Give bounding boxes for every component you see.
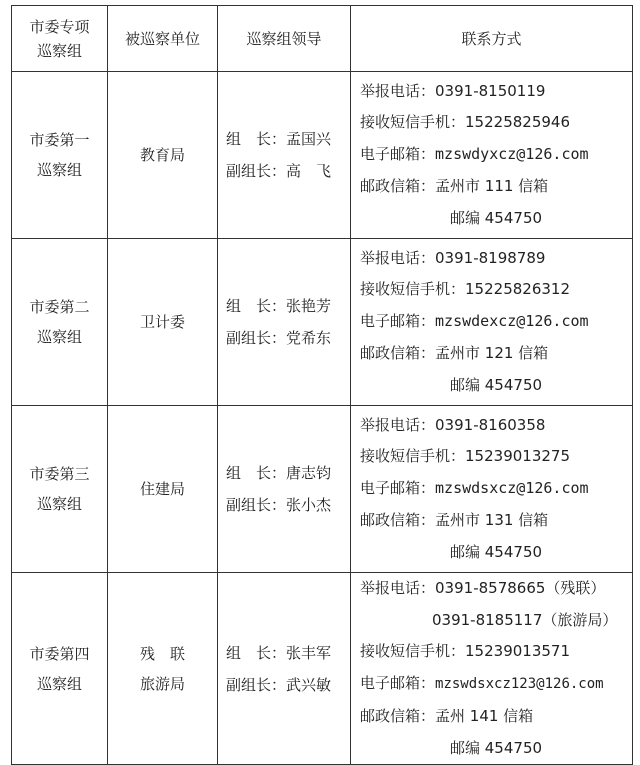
leader-line xyxy=(226,123,350,155)
contact-cell xyxy=(351,239,633,406)
email-address: mzswdsxcz123@126.com xyxy=(435,676,604,693)
zip-line: 邮编 454750 xyxy=(450,738,543,757)
unit-cell xyxy=(108,406,218,573)
phone-line xyxy=(360,573,632,605)
header-contact: 联系方式 xyxy=(351,6,633,72)
contact-cell xyxy=(351,573,633,765)
sms-number: 15239013571 xyxy=(465,642,570,661)
deputy-name: 张小杰 xyxy=(286,496,332,514)
zip-line: 邮编 454750 xyxy=(450,375,543,394)
unit-cell xyxy=(108,72,218,239)
phone-line xyxy=(360,243,632,275)
sms-line xyxy=(360,441,632,473)
leader-label: 组 长： xyxy=(226,297,287,315)
sms-label: 接收短信手机： xyxy=(360,113,466,132)
email-line xyxy=(360,139,632,171)
group-line-1: 市委第四 xyxy=(29,644,90,663)
mail-box: 孟州市 111 信箱 xyxy=(435,176,549,195)
header-group-line-2: 巡察组 xyxy=(36,41,82,60)
unit-cell xyxy=(108,239,218,406)
email-address: mzswdexcz@126.com xyxy=(435,312,589,331)
email-label: 电子邮箱： xyxy=(360,674,436,693)
mail-line xyxy=(360,338,632,370)
mail-label: 邮政信箱： xyxy=(360,706,436,725)
leaders-cell xyxy=(218,406,351,573)
unit-line-1: 卫计委 xyxy=(139,313,185,331)
leader-line xyxy=(226,637,350,669)
group-cell xyxy=(12,72,108,239)
leader-line xyxy=(226,457,350,489)
phone-label: 举报电话： xyxy=(360,415,436,434)
mail-line xyxy=(360,171,632,203)
sms-line xyxy=(360,274,632,306)
deputy-name: 武兴敏 xyxy=(286,675,332,694)
sms-number: 15225825946 xyxy=(465,113,570,132)
leader-label: 组 长： xyxy=(226,130,287,148)
mail-label: 邮政信箱： xyxy=(360,510,436,529)
email-line xyxy=(360,668,632,701)
phone-line xyxy=(360,76,632,108)
email-address: mzswdsxcz@126.com xyxy=(435,479,589,498)
unit-cell xyxy=(108,573,218,765)
sms-number: 15225826312 xyxy=(465,280,570,299)
mail-line xyxy=(360,701,632,733)
deputy-label: 副组长： xyxy=(226,162,287,180)
leader-name: 孟国兴 xyxy=(286,130,332,148)
sms-line xyxy=(360,107,632,139)
unit-line-1: 残 联 xyxy=(139,644,185,663)
leader-name: 张丰军 xyxy=(286,643,332,662)
header-group-line-1: 市委专项 xyxy=(29,17,90,36)
deputy-label: 副组长： xyxy=(226,329,287,347)
table-row xyxy=(12,239,633,406)
unit-line-2: 旅游局 xyxy=(139,674,185,693)
mail-box: 孟州市 131 信箱 xyxy=(435,510,549,529)
sms-label: 接收短信手机： xyxy=(360,280,466,299)
leaders-cell xyxy=(218,239,351,406)
group-cell xyxy=(12,239,108,406)
table-header-row xyxy=(12,6,633,72)
mail-label: 邮政信箱： xyxy=(360,343,436,362)
mail-box: 孟州市 121 信箱 xyxy=(435,343,549,362)
sms-label: 接收短信手机： xyxy=(360,447,466,466)
header-group xyxy=(12,6,108,72)
deputy-line xyxy=(226,322,350,354)
leader-line xyxy=(226,290,350,322)
deputy-label: 副组长： xyxy=(226,496,287,514)
patrol-contact-table xyxy=(11,5,633,765)
deputy-name: 党希东 xyxy=(286,329,332,347)
deputy-label: 副组长： xyxy=(226,675,287,694)
email-line xyxy=(360,473,632,505)
phone-label: 举报电话： xyxy=(360,248,436,267)
group-cell xyxy=(12,406,108,573)
mail-line xyxy=(360,505,632,537)
group-line-2: 巡察组 xyxy=(36,674,82,693)
email-line xyxy=(360,306,632,338)
unit-line-1: 住建局 xyxy=(139,480,185,498)
header-unit: 被巡察单位 xyxy=(108,6,218,72)
table-row xyxy=(12,72,633,239)
phone-line-2: 0391-8185117（旅游局） xyxy=(432,610,618,629)
leader-name: 张艳芳 xyxy=(286,297,332,315)
group-line-1: 市委第一 xyxy=(29,131,90,149)
sms-line xyxy=(360,636,632,668)
table-row xyxy=(12,406,633,573)
deputy-name: 高 飞 xyxy=(286,162,332,180)
leader-label: 组 长： xyxy=(226,464,287,482)
group-cell xyxy=(12,573,108,765)
table-row xyxy=(12,573,633,765)
deputy-line xyxy=(226,489,350,521)
deputy-line xyxy=(226,669,350,701)
header-leaders: 巡察组领导 xyxy=(218,6,351,72)
unit-line-1: 教育局 xyxy=(139,146,185,164)
zip-line: 邮编 454750 xyxy=(450,542,543,561)
group-line-2: 巡察组 xyxy=(36,328,82,346)
phone-number: 0391-8150119 xyxy=(435,81,546,100)
phone-number: 0391-8578665（残联） xyxy=(435,579,606,597)
email-address: mzswdyxcz@126.com xyxy=(435,145,589,164)
zip-line: 邮编 454750 xyxy=(450,208,543,227)
group-line-2: 巡察组 xyxy=(36,495,82,513)
contact-cell xyxy=(351,406,633,573)
group-line-1: 市委第二 xyxy=(29,298,90,316)
leader-label: 组 长： xyxy=(226,643,287,662)
mail-label: 邮政信箱： xyxy=(360,176,436,195)
phone-label: 举报电话： xyxy=(360,81,436,100)
deputy-line xyxy=(226,155,350,187)
group-line-2: 巡察组 xyxy=(36,161,82,179)
phone-number: 0391-8160358 xyxy=(435,415,546,434)
email-label: 电子邮箱： xyxy=(360,312,436,331)
group-line-1: 市委第三 xyxy=(29,465,90,483)
leaders-cell xyxy=(218,573,351,765)
phone-line xyxy=(360,410,632,442)
sms-number: 15239013275 xyxy=(465,447,570,466)
phone-number: 0391-8198789 xyxy=(435,248,546,267)
email-label: 电子邮箱： xyxy=(360,479,436,498)
leaders-cell xyxy=(218,72,351,239)
sms-label: 接收短信手机： xyxy=(360,642,466,661)
contact-cell xyxy=(351,72,633,239)
email-label: 电子邮箱： xyxy=(360,145,436,164)
mail-box: 孟州 141 信箱 xyxy=(435,706,534,725)
phone-label: 举报电话： xyxy=(360,579,436,597)
leader-name: 唐志钧 xyxy=(286,464,332,482)
